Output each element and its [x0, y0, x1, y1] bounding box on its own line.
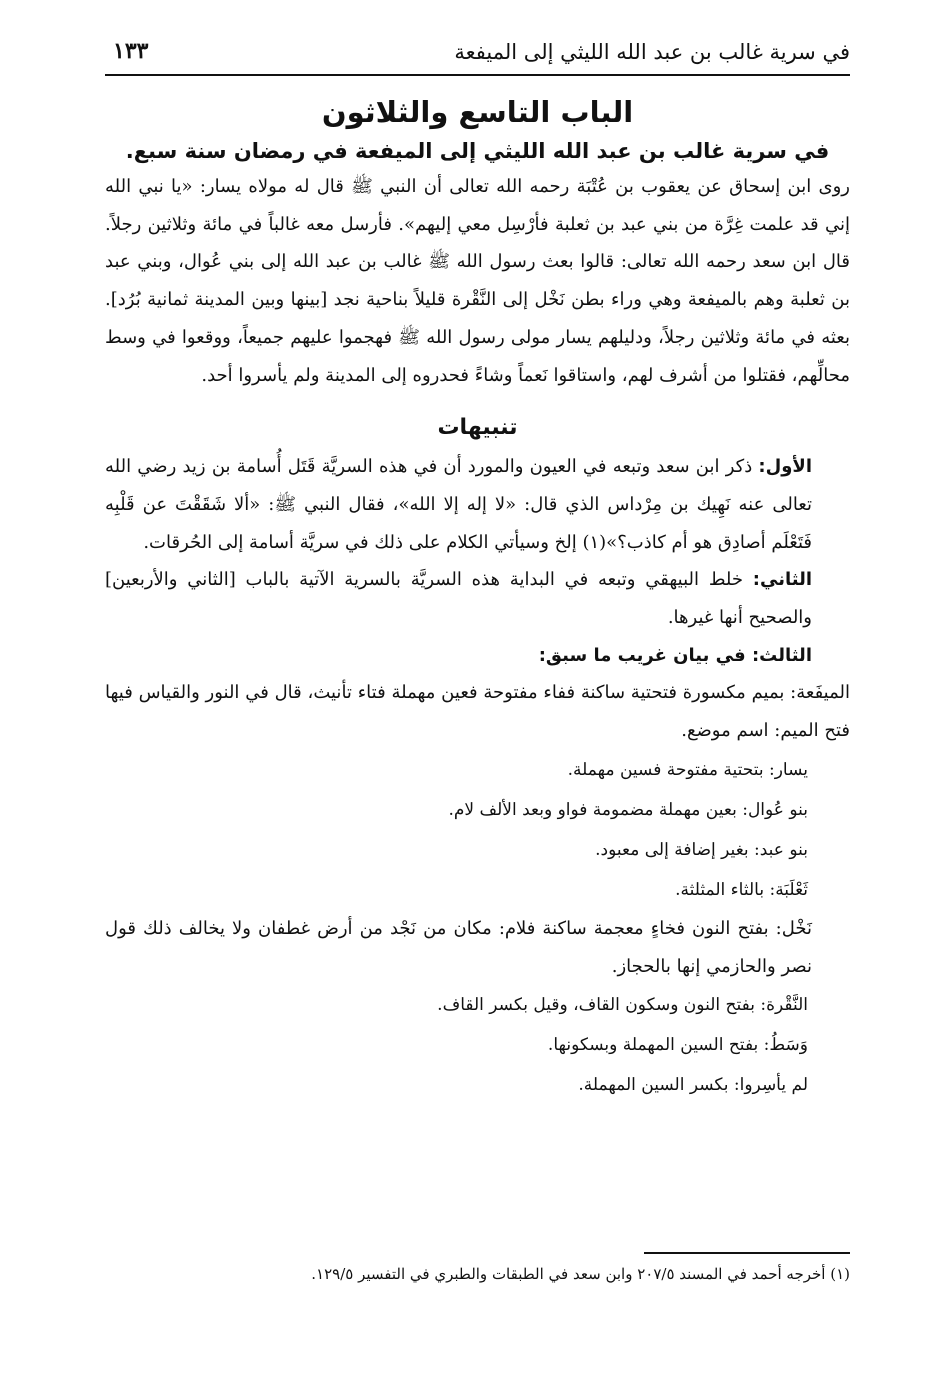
running-title: في سرية غالب بن عبد الله الليثي إلى الميفعة	[454, 40, 850, 64]
chapter-subtitle: في سرية غالب بن عبد الله الليثي إلى الميفعة في رمضان سنة سبع.	[125, 139, 830, 163]
gloss-entry: وَسَطُ: بفتح السين المهملة وبسكونها.	[547, 1035, 808, 1056]
note-label: الأول:	[758, 456, 812, 478]
book-page	[105, 36, 850, 1356]
chapter-title: الباب التاسع والثلاثون	[321, 95, 634, 129]
gloss-entry: بنو عُوال: بعين مهملة مضمومة فواو وبعد الألف لام.	[448, 799, 808, 820]
gloss-intro: الميفَعة: بميم مكسورة فتحتية ساكنة ففاء مفتوحة فعين مهملة فتاء تأنيث، قال في النور والقياس فيها فتح الميم: اسم موضع.	[105, 682, 850, 742]
gloss-entry: لم يأسِروا: بكسر السين المهملة.	[578, 1075, 808, 1096]
gloss-entry: بنو عبد: بغير إضافة إلى معبود.	[595, 839, 808, 860]
note-label: الثالث: في بيان غريب ما سبق:	[538, 644, 812, 666]
gloss-nakhl: نَخْل: بفتح النون فخاءٍ معجمة ساكنة فلام: مكان من نَجْد من أرض غطفان ولا يخالف ذلك قول نصر والحازمي إنها بالحجاز.	[105, 917, 812, 977]
note-second	[105, 561, 850, 636]
note-first	[105, 448, 850, 561]
footnote: (١) أخرجه أحمد في المسند ٢٠٧/٥ وابن سعد في الطبقات والطبري في التفسير ١٢٩/٥.	[311, 1265, 850, 1283]
gloss-entry: ثَعْلَبَة: بالثاء المثلثة.	[675, 879, 808, 900]
gloss-entry: يسار: بتحتية مفتوحة فسين مهملة.	[567, 759, 808, 780]
note-text: خلط البيهقي وتبعه في البداية هذه السريَّة بالسرية الآتية بالباب [الثاني والأربعين] والصحيح أنها غيرها.	[105, 569, 812, 629]
intro-paragraph: روى ابن إسحاق عن يعقوب بن عُتْبَة رحمه الله تعالى أن النبي ﷺ قال له مولاه يسار: «يا نبي الله إني قد علمت غِرَّة من بني عبد بن ثعلبة فأرْسِل معي إليهم». فأرسل معه غالباً في مائة وثلاثين رجلاً. قال ابن سعد رحمه الله تعالى: قالوا بعث رسول الله ﷺ غالب بن عبد الله إلى بني عُوال، وبني عبد بن ثعلبة وهم بالميفعة وهي وراء بطن نَخْل إلى النَّقْرة قليلاً بناحية نجد [بينها وبين المدينة ثمانية بُرُد]. بعثه في مائة وثلاثين رجلاً، ودليلهم يسار مولى رسول الله ﷺ فهجموا عليهم جميعاً، ووقعوا في وسط محالِّهم، فقتلوا من أشرف لهم، واستاقوا نَعماً وشاءً فحدروه إلى المدينة ولم يأسروا أحد.	[105, 176, 850, 386]
note-third	[105, 637, 850, 675]
page-number: ١٣٣	[113, 38, 149, 64]
page-header	[105, 36, 850, 76]
gloss-entry: النَّقْرة: بفتح النون وسكون القاف، وقيل بكسر القاف.	[437, 995, 808, 1016]
note-label: الثاني:	[752, 569, 812, 591]
note-text: ذكر ابن سعد وتبعه في العيون والمورد أن في هذه السريَّة قَتَل أُسامة بن زيد رضي الله تعالى عنه نَهِيك بن مِرْداس الذي قال: «لا إله إلا الله»، فقال النبي ﷺ: «ألا شَقَقْتَ عن قَلْبِه فَتَعْلَم أصادِق هو أم كاذب؟»(١) إلخ وسيأتي الكلام على ذلك في سريَّة أسامة إلى الحُرقات.	[105, 456, 812, 553]
notes-title: تنبيهات	[437, 415, 518, 441]
footnote-divider	[644, 1252, 850, 1254]
